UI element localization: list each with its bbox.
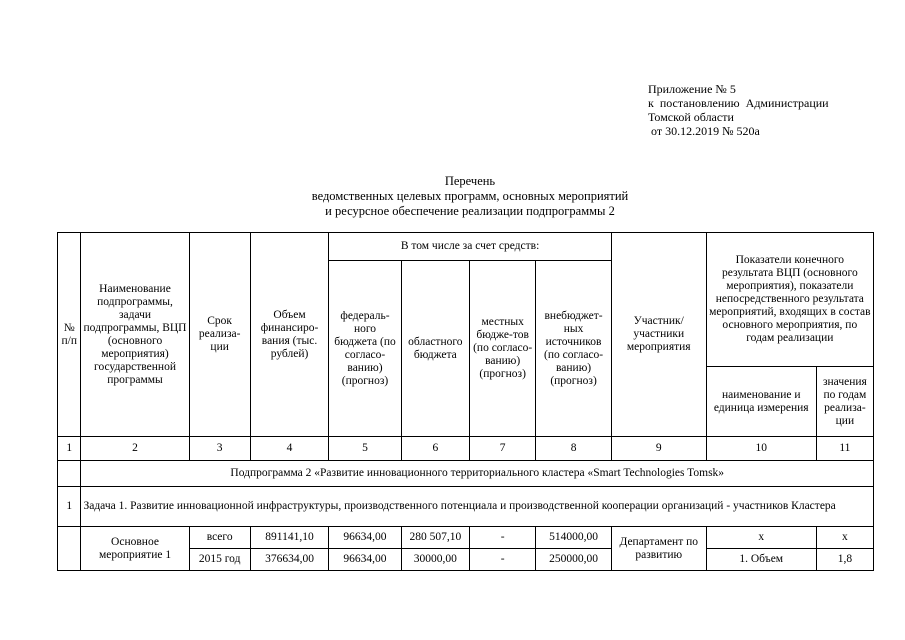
activity-federal: 96634,00 — [329, 549, 401, 571]
column-number: 9 — [611, 437, 706, 461]
activity-volume: 376634,00 — [250, 549, 329, 571]
activity-extra: 514000,00 — [536, 527, 612, 549]
task-num: 1 — [58, 487, 81, 527]
title-line: Перечень — [444, 174, 496, 188]
column-number: 8 — [536, 437, 612, 461]
header-extra: внебюджет-ных источников (по согласо-ванию) (прогноз) — [536, 261, 612, 437]
task-row — [58, 487, 874, 527]
activity-term: 2015 год — [189, 549, 250, 571]
activity-ind-value: х — [816, 527, 873, 549]
header-sources-group: В том числе за счет средств: — [329, 233, 612, 261]
header-num: № п/п — [58, 233, 81, 437]
resource-table — [57, 232, 874, 571]
column-number: 5 — [329, 437, 401, 461]
appendix-block — [648, 82, 829, 138]
header-participant: Участник/ участники мероприятия — [611, 233, 706, 437]
activity-ind-name: х — [706, 527, 816, 549]
activity-row-total — [58, 527, 874, 549]
column-number: 10 — [706, 437, 816, 461]
appendix-line: к постановлению Администрации — [648, 96, 829, 110]
header-regional: областного бюджета — [401, 261, 469, 437]
header-volume: Объем финансиро-вания (тыс. рублей) — [250, 233, 329, 437]
column-number: 7 — [470, 437, 536, 461]
column-number: 2 — [81, 437, 189, 461]
subprogram-num-cell — [58, 461, 81, 487]
activity-extra: 250000,00 — [536, 549, 612, 571]
activity-local: - — [470, 527, 536, 549]
column-number: 1 — [58, 437, 81, 461]
appendix-line: Томской области — [648, 110, 734, 124]
activity-regional: 280 507,10 — [401, 527, 469, 549]
activity-volume: 891141,10 — [250, 527, 329, 549]
header-local: местных бюдже-тов (по согласо-ванию) (прогноз) — [470, 261, 536, 437]
column-number: 11 — [816, 437, 873, 461]
header-federal: федераль-ного бюджета (по согласо-ванию) (прогноз) — [329, 261, 401, 437]
activity-local: - — [470, 549, 536, 571]
header-term: Срок реализа-ции — [189, 233, 250, 437]
title-line: ведомственных целевых программ, основных мероприятий — [311, 189, 629, 203]
activity-num-cell — [58, 527, 81, 571]
task-text: Задача 1. Развитие инновационной инфраструктуры, производственного потенциала и производственной кооперации организаций - участников Кластера — [81, 487, 874, 527]
activity-term: всего — [189, 527, 250, 549]
title-line: и ресурсное обеспечение реализации подпрограммы 2 — [325, 204, 615, 218]
activity-ind-value: 1,8 — [816, 549, 873, 571]
header-row — [58, 233, 874, 261]
column-number: 3 — [189, 437, 250, 461]
activity-name: Основное мероприятие 1 — [81, 527, 189, 571]
header-indicators-group: Показатели конечного результата ВЦП (основного мероприятия), показатели непосредственного результата мероприятий, входящих в состав основного мероприятия, по годам реализации — [706, 233, 873, 367]
document-title — [200, 174, 740, 219]
column-number: 6 — [401, 437, 469, 461]
header-ind-values: значения по годам реализа-ции — [816, 367, 873, 437]
activity-regional: 30000,00 — [401, 549, 469, 571]
column-number: 4 — [250, 437, 329, 461]
header-name: Наименование подпрограммы, задачи подпрограммы, ВЦП (основного мероприятия) государственной программы — [81, 233, 189, 437]
subprogram-row — [58, 461, 874, 487]
activity-participant: Департамент по развитию — [611, 527, 706, 571]
column-number-row — [58, 437, 874, 461]
activity-federal: 96634,00 — [329, 527, 401, 549]
appendix-line: от 30.12.2019 № 520а — [648, 124, 760, 138]
header-ind-name: наименование и единица измерения — [706, 367, 816, 437]
appendix-line: Приложение № 5 — [648, 82, 736, 96]
activity-ind-name: 1. Объем — [706, 549, 816, 571]
subprogram-title: Подпрограмма 2 «Развитие инновационного территориального кластера «Smart Technologies Tomsk» — [81, 461, 874, 487]
